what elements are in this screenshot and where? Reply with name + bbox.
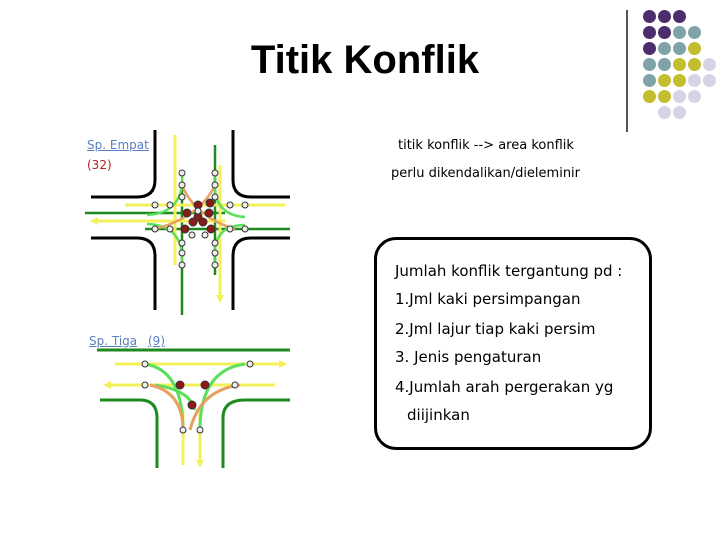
dot [643,42,656,55]
decorative-divider [626,10,628,132]
four-way-yellow-lanes [95,135,285,300]
three-way-intersection-diagram [95,340,295,470]
dot [658,26,671,39]
dot [673,106,686,119]
dot [658,42,671,55]
note-conflict-area: titik konflik --> area konflik [398,138,574,153]
dot [643,90,656,103]
arrow-west [90,217,98,225]
dot [703,58,716,71]
box-heading: Jumlah konflik tergantung pd : [395,262,623,280]
dot [688,26,701,39]
dot [673,42,686,55]
dot [658,90,671,103]
dot [703,74,716,87]
dot [673,74,686,87]
decorative-dot-grid [638,8,718,120]
dot [688,42,701,55]
dot [658,106,671,119]
three-way-green-curves [145,364,245,430]
dot [673,10,686,23]
arrow-south [216,295,224,303]
dot [658,10,671,23]
three-way-conflict-points [142,361,253,433]
slide-title: Titik Konflik [250,38,480,82]
dot [658,58,671,71]
dot [688,90,701,103]
box-item-2: 2.Jml lajur tiap kaki persim [395,320,596,338]
box-item-3: 3. Jenis pengaturan [395,348,542,366]
arrow-east [279,360,287,368]
box-item-4-cont: diijinkan [407,406,470,424]
arrow-south [196,460,204,468]
four-way-count: (32) [87,158,112,172]
four-way-label: Sp. Empat [87,138,149,152]
note-control: perlu dikendalikan/dieleminir [391,166,581,181]
three-way-count: (9) [148,334,165,348]
dot [643,26,656,39]
dot [643,74,656,87]
conflict-factors-box [374,237,652,450]
dot [688,58,701,71]
box-item-1: 1.Jml kaki persimpangan [395,290,581,308]
four-way-intersection-diagram [85,125,290,315]
dot [673,26,686,39]
box-item-4: 4.Jumlah arah pergerakan yg [395,378,614,396]
three-way-label: Sp. Tiga [89,334,138,348]
dot [643,10,656,23]
arrow-west [103,381,111,389]
dot [673,90,686,103]
dot [673,58,686,71]
dot [688,74,701,87]
dot [658,74,671,87]
dot [643,58,656,71]
